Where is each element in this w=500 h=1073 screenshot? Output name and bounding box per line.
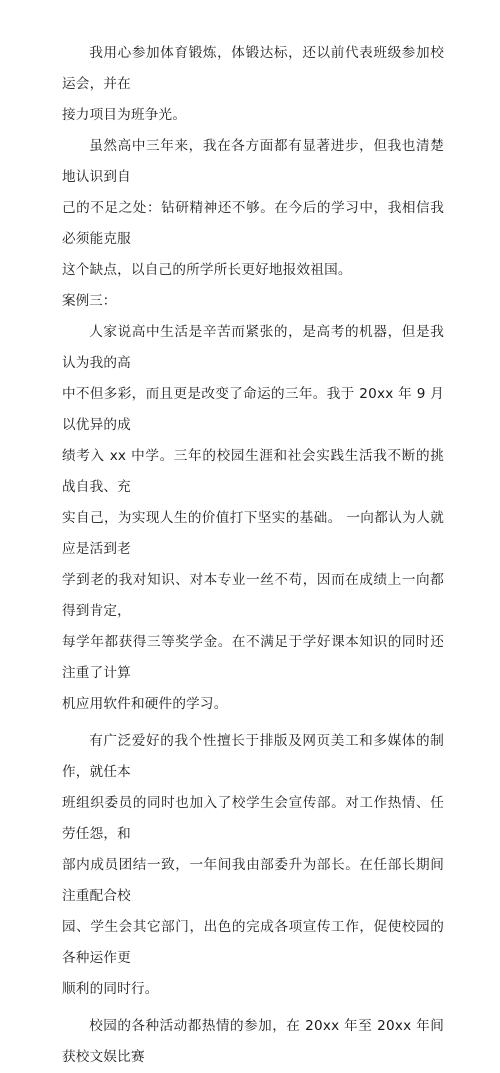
section-heading: 案例三： [62,293,117,309]
text-line: 部内成员团结一致，一年间我由部委升为部长。在任部长期间注重配合校 [62,857,444,904]
text-line: 接力项目为班争光。 [62,107,187,123]
text-line: 虽然高中三年来，我在各方面都有显著进步，但我也清楚地认识到自 [62,138,444,185]
text-line: 园、学生会其它部门，出色的完成各项宣传工作，促使校园的各种运作更 [62,919,444,966]
text-line: 绩考入 xx 中学。三年的校园生涯和社会实践生活我不断的挑战自我、充 [62,448,444,495]
document-page [62,38,444,1073]
text-line: 学到老的我对知识、对本专业一丝不苟，因而在成绩上一向都得到肯定， [62,572,444,619]
paragraph-sports [62,38,444,131]
text-line: 有广泛爱好的我个性擅长于排版及网页美工和多媒体的制作，就任本 [62,733,444,780]
text-line: 人家说高中生活是辛苦而紧张的，是高考的机器，但是我认为我的高 [62,324,444,371]
text-line: 这个缺点，以自己的所学所长更好地报效祖国。 [62,262,352,278]
paragraph-hobbies [62,726,444,1005]
paragraph-activities [62,1011,444,1073]
paragraph-high-school-life [62,317,444,720]
text-line: 每学年都获得三等奖学金。在不满足于学好课本知识的同时还注重了计算 [62,634,444,681]
text-line: 我用心参加体育锻炼，体锻达标，还以前代表班级参加校运会，并在 [62,45,444,92]
text-line: 班组织委员的同时也加入了校学生会宣传部。对工作热情、任劳任怨，和 [62,795,444,842]
text-line: 顺利的同时行。 [62,981,159,997]
text-line: 中不但多彩，而且更是改变了命运的三年。我于 20xx 年 9 月以优异的成 [62,386,444,433]
text-line: 己的不足之处：钻研精神还不够。在今后的学习中，我相信我必须能克服 [62,200,444,247]
text-line: 实自己，为实现人生的价值打下坚实的基础。 一向都认为人就应是活到老 [62,510,444,557]
paragraph-shortcoming [62,131,444,286]
text-line: 机应用软件和硬件的学习。 [62,696,228,712]
text-line: 校园的各种活动都热情的参加，在 20xx 年至 20xx 年间获校文娱比赛 [62,1018,444,1065]
